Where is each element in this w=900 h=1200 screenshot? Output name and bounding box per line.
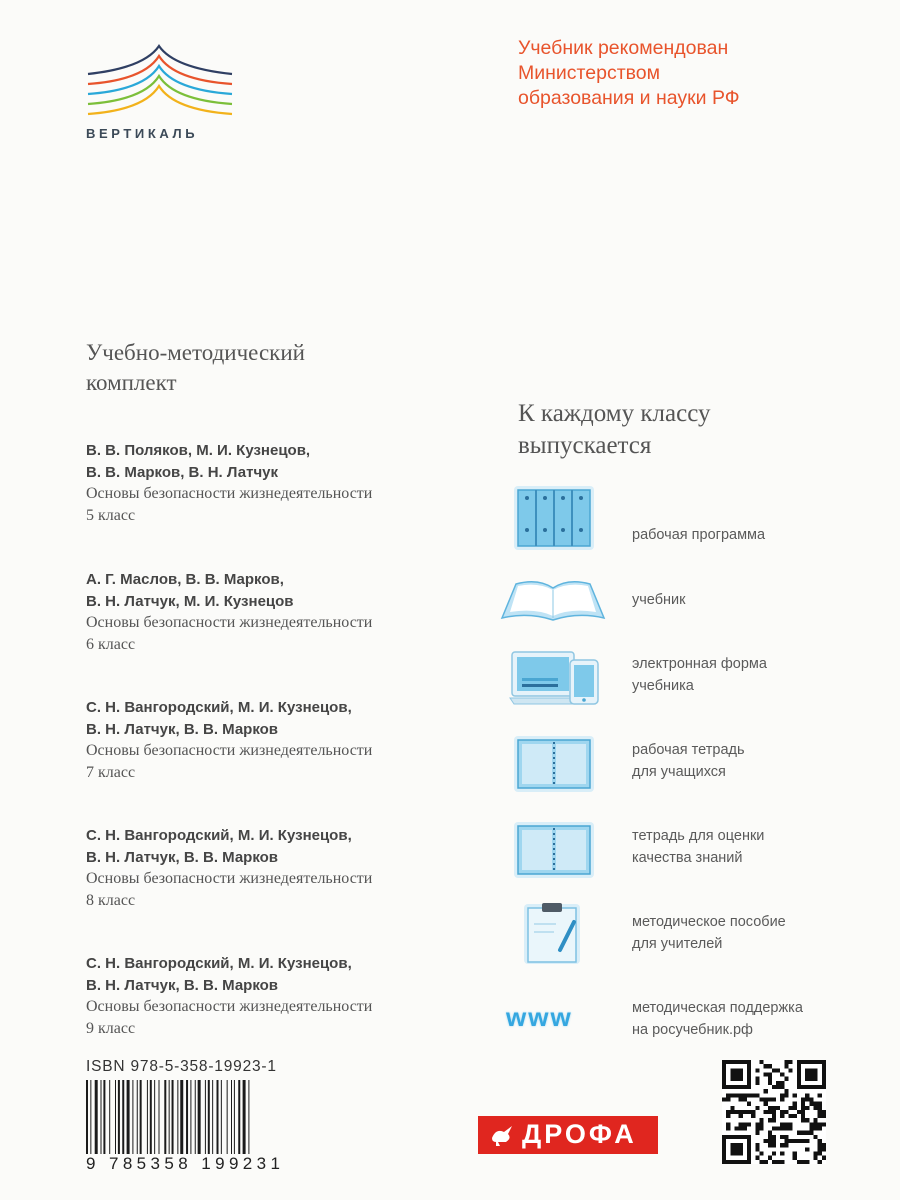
item-label-line: электронная форма	[632, 656, 767, 672]
open-book-icon	[498, 576, 608, 622]
book-grade: 6 класс	[86, 635, 136, 653]
book-grade: 8 класс	[86, 891, 136, 909]
each-grade-heading	[518, 398, 710, 462]
recommendation-note	[518, 36, 740, 111]
item-label-line: рабочая программа	[632, 527, 766, 543]
book-title: Основы безопасности жизнедеятельности	[86, 742, 373, 759]
book-authors: В. Н. Латчук, В. В. Марков	[86, 720, 279, 738]
book-authors: В. Н. Латчук, В. В. Марков	[86, 848, 279, 866]
book-authors: С. Н. Вангородский, М. И. Кузнецов,	[86, 827, 352, 844]
book-title: Основы безопасности жизнедеятельности	[86, 485, 373, 502]
recommendation-line: Учебник рекомендован	[518, 37, 729, 59]
item-label-line: методическая поддержка	[632, 1000, 803, 1016]
book-authors: С. Н. Вангородский, М. И. Кузнецов,	[86, 699, 352, 716]
notebook-icon	[512, 820, 596, 880]
book-authors: В. Н. Латчук, М. И. Кузнецов	[86, 592, 294, 610]
book-entry	[86, 953, 446, 1039]
item-label	[632, 997, 803, 1041]
qr-code[interactable]	[722, 1060, 826, 1164]
item-label-line: для учителей	[632, 936, 723, 952]
notebook-icon	[512, 734, 596, 794]
item-label-line: учебник	[632, 592, 686, 608]
binders-icon	[512, 484, 596, 552]
item-label	[632, 589, 685, 611]
drofa-logo	[478, 1116, 658, 1154]
item-label-line: для учащихся	[632, 764, 726, 780]
book-authors: С. Н. Вангородский, М. И. Кузнецов,	[86, 955, 352, 972]
kit-title	[86, 338, 305, 398]
book-grade: 9 класс	[86, 1019, 136, 1037]
heading-line: К каждому классу	[518, 400, 711, 427]
item-label	[632, 911, 786, 955]
book-authors: А. Г. Маслов, В. В. Марков,	[86, 571, 284, 588]
kit-title-line: Учебно-методический	[86, 340, 305, 365]
barcode-number: 9 785358 199231	[86, 1154, 290, 1174]
book-entry	[86, 825, 446, 911]
recommendation-line: Министерством	[518, 62, 661, 84]
logo-wordmark: ВЕРТИКАЛЬ	[86, 126, 199, 141]
item-label	[632, 653, 767, 697]
brand-name: ДРОФА	[522, 1119, 637, 1149]
item-label-line: методическое пособие	[632, 914, 786, 930]
book-entry	[86, 440, 446, 526]
book-grade: 7 класс	[86, 763, 136, 781]
book-entry	[86, 697, 446, 783]
clipboard-icon	[520, 900, 584, 966]
item-label-line: тетрадь для оценки	[632, 828, 765, 844]
book-title: Основы безопасности жизнедеятельности	[86, 614, 373, 631]
item-label	[632, 524, 765, 546]
item-label-line: рабочая тетрадь	[632, 742, 745, 758]
book-authors: В. Н. Латчук, В. В. Марков	[86, 976, 279, 994]
book-authors: В. В. Марков, В. Н. Латчук	[86, 463, 279, 481]
devices-icon	[508, 648, 602, 708]
item-label-line: на росучебник.рф	[632, 1022, 753, 1038]
book-authors: В. В. Поляков, М. И. Кузнецов,	[86, 442, 311, 459]
item-label	[632, 739, 745, 783]
isbn-text: ISBN 978-5-358-19923-1	[86, 1058, 277, 1075]
book-title: Основы безопасности жизнедеятельности	[86, 870, 373, 887]
bird-icon	[490, 1124, 516, 1146]
item-label-line: учебника	[632, 678, 694, 694]
book-entry	[86, 569, 446, 655]
item-label-line: качества знаний	[632, 850, 743, 866]
heading-line: выпускается	[518, 432, 652, 459]
www-icon: www	[506, 1002, 573, 1032]
barcode	[86, 1080, 318, 1156]
kit-title-line: комплект	[86, 370, 177, 395]
book-title: Основы безопасности жизнедеятельности	[86, 998, 373, 1015]
recommendation-line: образования и науки РФ	[518, 87, 740, 109]
book-grade: 5 класс	[86, 506, 136, 524]
item-label	[632, 825, 764, 869]
